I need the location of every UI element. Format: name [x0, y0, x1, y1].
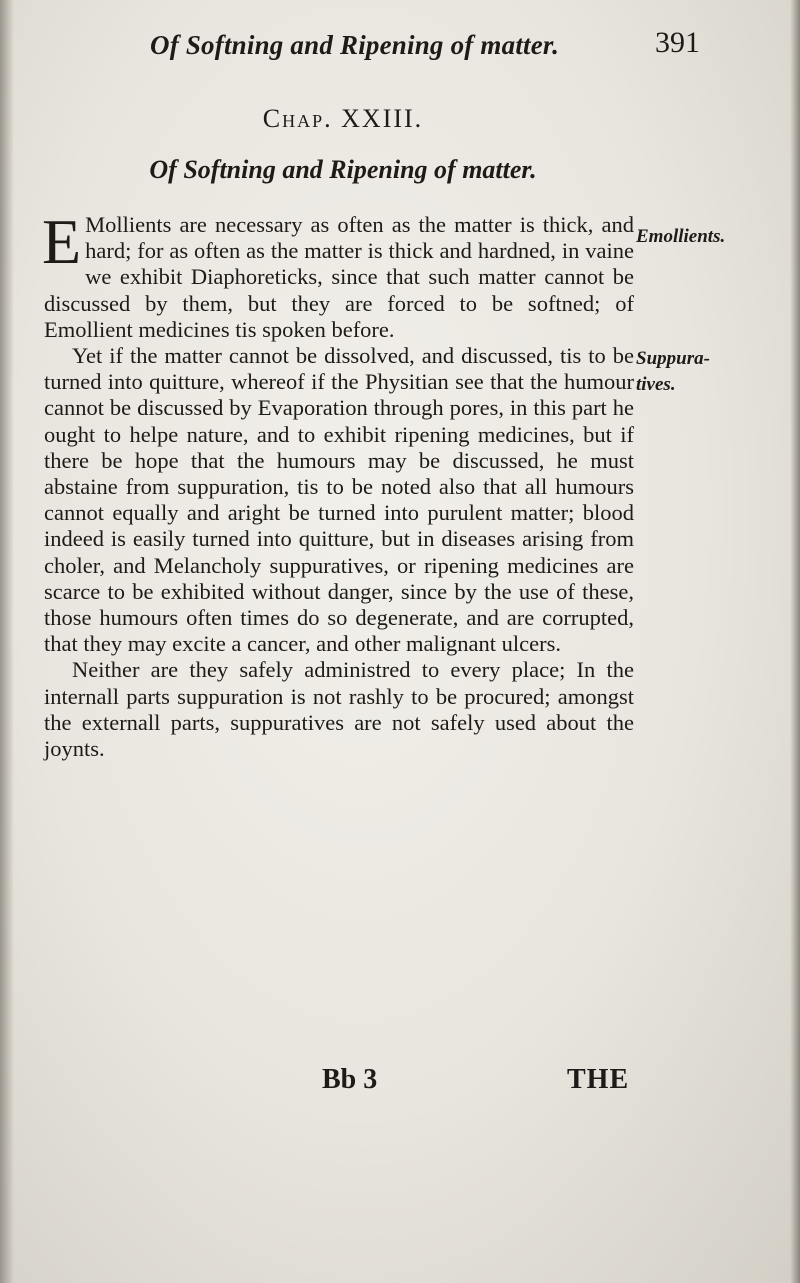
- paragraph-3: Neither are they safely administred to every place; In the internall parts suppuration is not rashly to be procured; amongst the externall parts, suppuratives are not safely used about the joynts.: [44, 657, 634, 762]
- page-number: 391: [655, 26, 700, 59]
- margin-note-emollients: Emollients.: [636, 226, 726, 247]
- page-edge: [790, 0, 800, 1283]
- paragraph-2: Yet if the matter cannot be dissolved, and discussed, tis to be turned into quitture, whereof if the Physitian see that the humour cannot be discussed by Evaporation through pores, in this part he ought to helpe nature, and to exhibit ripening medicines, but if there be hope that the humours may be discussed, he must abstaine from suppuration, tis to be noted also that all humours cannot equally and aright be turned into purulent matter; blood indeed is easily turned into quitture, but in diseases arising from choler, and Melancholy suppuratives, or ripening medicines are scarce to be exhibited without danger, since by the use of these, those humours often times do so degenerate, and are corrupted, that they may excite a cancer, and other malignant ulcers.: [44, 343, 634, 657]
- signature-mark: Bb 3: [322, 1064, 378, 1095]
- drop-cap: E: [42, 206, 82, 277]
- body-text: [42, 206, 634, 762]
- margin-note-suppuratives-line1: Suppura-: [636, 348, 710, 369]
- gutter-shadow: [0, 0, 14, 1283]
- catchword: THE: [567, 1064, 630, 1095]
- chapter-subtitle: Of Softning and Ripening of matter.: [149, 155, 537, 184]
- paragraph-1-text: Mollients are necessary as often as the matter is thick, and hard; for as often as the matter is thick and hardned, in vaine we exhibit Diaphoreticks, since that such matter cannot be discussed by them, but they are forced to be softned; of Emollient medicines tis spoken before.: [44, 212, 634, 342]
- margin-note-suppuratives: [636, 346, 710, 398]
- running-head: Of Softning and Ripening of matter.: [150, 30, 560, 60]
- margin-note-suppuratives-line2: tives.: [636, 374, 676, 395]
- chapter-title: Chap. XXIII.: [262, 104, 424, 133]
- paragraph-1: [42, 206, 634, 343]
